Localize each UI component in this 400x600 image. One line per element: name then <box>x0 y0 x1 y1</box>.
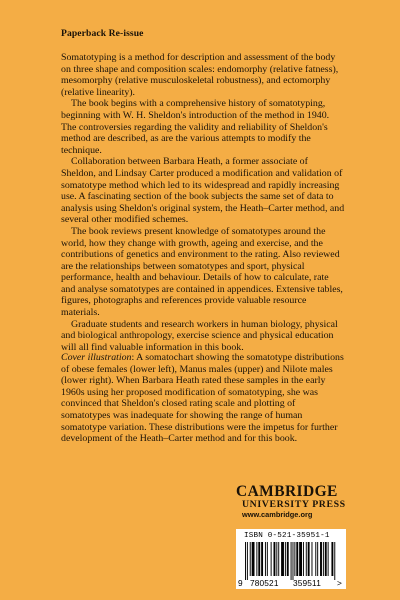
isbn-text: ISBN 0-521-35951-1 <box>244 532 330 540</box>
publisher-url: www.cambridge.org <box>242 510 313 519</box>
book-description <box>61 52 345 353</box>
barcode-digits-left: 780521 <box>250 578 279 588</box>
description-paragraph-2: The book begins with a comprehensive history of somatotyping, beginning with W. H. Sheldon's introduction of the method in 1940. The controversies regarding the validity and reliability of Sheldon's method are described, as are the various attempts to modify the technique. <box>61 98 330 156</box>
barcode-digit-end: > <box>337 578 342 588</box>
description-paragraph-5: Graduate students and research workers in human biology, physical and biological anthropology, exercise science and physical education will all find valuable information in this book. <box>61 318 338 353</box>
cover-illustration-paragraph <box>61 352 345 445</box>
publisher-logo <box>236 484 346 520</box>
publisher-name: CAMBRIDGE <box>236 483 338 500</box>
description-paragraph-3: Collaboration between Barbara Heath, a former associate of Sheldon, and Lindsay Carter produced a modification and validation of somatotype method which led to its widespread and rapidly increasing use. A fascinating section of the book subjects the same set of data to analysis using Sheldon's original system, the Heath–Carter method, and several other modified schemes. <box>61 156 345 226</box>
barcode-digits-right: 359511 <box>293 578 321 588</box>
publisher-subtitle: UNIVERSITY PRESS <box>242 499 346 510</box>
description-paragraph-4: The book reviews present knowledge of somatotypes around the world, how they change with growth, ageing and exercise, and the contributions of genetics and environment to the rating. Also reviewed are the relationships between somatotypes and sport, physical performance, health and behaviour. Details of how to calculate, rate and analyse somatotypes are contained in appendices. Extensive tables, figures, photographs and references provide valuable resource materials. <box>61 225 343 319</box>
barcode-digit-first: 9 <box>238 578 243 588</box>
description-paragraph-1: Somatotyping is a method for description and assessment of the body on three shape and composition scales: endomorphy (relative fatness), mesomorphy (relative musculoskeletal robustness), and ectomorphy (relative linearity). <box>61 52 339 98</box>
reissue-heading: Paperback Re-issue <box>61 28 144 39</box>
barcode-icon <box>245 542 337 580</box>
cover-illustration-text: : A somatochart showing the somatotype distributions of obese females (lower left), Manus males (upper) and Nilote males (lower right). When Barbara Heath rated these samples in the early 1960s using her proposed modification of somatotyping, she was convinced that Sheldon's closed rating scale and plotting of somatotypes was inadequate for showing the range of human somatotype variation. These distributions were the impetus for further development of the Heath–Carter method and for this book. <box>61 352 344 445</box>
cover-illustration-label: Cover illustration <box>61 352 132 363</box>
barcode-panel <box>236 529 346 589</box>
cover-illustration-note <box>61 352 345 445</box>
